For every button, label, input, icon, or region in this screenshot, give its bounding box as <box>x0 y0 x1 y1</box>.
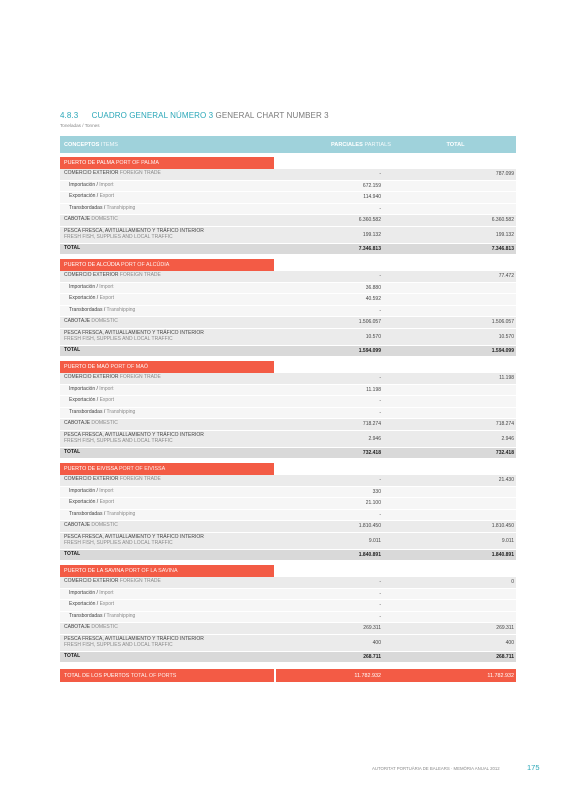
row-fresh-fish <box>60 431 516 448</box>
row-transhipping <box>60 408 516 420</box>
row-label-es: COMERCIO EXTERIOR <box>64 578 119 585</box>
row-export <box>60 498 516 510</box>
row-label-es: Transbordadas / <box>69 306 106 313</box>
port-title <box>60 259 274 271</box>
row-label-en: FOREIGN TRADE <box>119 578 161 585</box>
partial-value: 1.594.099 <box>358 347 381 354</box>
row-fresh-fish <box>60 635 516 652</box>
row-label <box>60 183 303 189</box>
port-name-es: PUERTO DE ALCÚDIA <box>64 262 120 268</box>
partial-value: 1.840.891 <box>358 551 381 558</box>
row-label <box>60 273 303 279</box>
row-export <box>60 192 516 204</box>
total-value: 718.274 <box>495 421 514 428</box>
row-label <box>60 171 303 177</box>
row-label-en: Export <box>99 499 115 506</box>
row-label-en: FOREIGN TRADE <box>119 374 161 381</box>
total-value: 77.472 <box>498 273 514 280</box>
header-partials-en: PARTIALS <box>364 141 391 148</box>
row-label <box>60 602 303 608</box>
port-title <box>60 157 274 169</box>
partial-value: 330 <box>372 488 381 495</box>
row-label <box>60 477 303 483</box>
port-name-en: PORT OF LA SAVINA <box>125 568 178 574</box>
row-label-en: Export <box>99 601 115 608</box>
row-total-label: TOTAL <box>64 448 81 455</box>
total-value: 1.810.450 <box>491 523 514 530</box>
row-label <box>60 500 303 506</box>
partial-value: 40.592 <box>365 296 381 303</box>
row-label-en: DOMESTIC <box>91 216 118 223</box>
row-label <box>60 217 303 223</box>
row-label <box>60 625 303 631</box>
row-total-label: TOTAL <box>64 244 81 251</box>
row-label <box>60 410 303 416</box>
row-label <box>60 421 303 427</box>
partial-value: 2.946 <box>368 435 381 442</box>
row-label-es: Importación / <box>69 589 98 596</box>
row-export <box>60 600 516 612</box>
row-label-es: Importación / <box>69 385 98 392</box>
row-label <box>60 387 303 393</box>
row-import <box>60 589 516 601</box>
row-label-en: DOMESTIC <box>91 420 118 427</box>
port-title <box>60 463 274 475</box>
row-label-es: Transbordadas / <box>69 408 106 415</box>
partial-value: 7.346.813 <box>358 245 381 252</box>
row-label-en: FRESH FISH, SUPPLIES AND LOCAL TRAFFIC <box>64 539 173 546</box>
row-export <box>60 294 516 306</box>
total-value: 1.594.099 <box>491 347 514 354</box>
row-fresh-fish <box>60 329 516 346</box>
section-title-es: CUADRO GENERAL NÚMERO 3 <box>91 111 214 120</box>
row-fresh-fish <box>60 533 516 550</box>
row-label-en: Import <box>99 181 114 188</box>
row-foreign-trade <box>60 169 516 181</box>
partial-value: - <box>379 307 381 314</box>
partial-value: 672.159 <box>362 182 381 189</box>
partial-value: 199.132 <box>362 231 381 238</box>
partial-value: - <box>379 398 381 405</box>
row-label <box>60 535 303 547</box>
row-label-en: Import <box>99 487 114 494</box>
row-domestic <box>60 215 516 227</box>
row-foreign-trade <box>60 577 516 589</box>
port-name-en: PORT OF EIVISSA <box>118 466 166 472</box>
footer-text: AUTORITAT PORTUÀRIA DE BALEARS · MEMÒRIA ANUAL 2012 <box>372 766 500 771</box>
row-foreign-trade <box>60 475 516 487</box>
partial-value: - <box>379 409 381 416</box>
row-label <box>60 206 303 212</box>
total-value: 1.840.891 <box>491 551 514 558</box>
row-label-en: DOMESTIC <box>91 318 118 325</box>
ports-container <box>60 157 516 663</box>
row-label-es: COMERCIO EXTERIOR <box>64 476 119 483</box>
row-label-es: Importación / <box>69 181 98 188</box>
units-label: Toneladas / Tonnes <box>60 123 100 128</box>
row-label <box>60 512 303 518</box>
row-label-en: Import <box>99 283 114 290</box>
row-label-en: Transhipping <box>106 612 136 619</box>
partial-value: 1.506.057 <box>358 319 381 326</box>
section-heading <box>60 111 520 120</box>
row-foreign-trade <box>60 271 516 283</box>
row-import <box>60 385 516 397</box>
table-header <box>60 136 516 153</box>
row-label-es: PESCA FRESCA, AVITUALLAMIENTO Y TRÁFICO INTERIOR <box>64 431 204 438</box>
partial-value: 718.274 <box>362 421 381 428</box>
row-label <box>60 331 303 343</box>
total-value: 400 <box>505 639 514 646</box>
total-value: 268.711 <box>496 653 514 660</box>
row-fresh-fish <box>60 227 516 244</box>
total-value: 21.430 <box>498 477 514 484</box>
row-label-en: FRESH FISH, SUPPLIES AND LOCAL TRAFFIC <box>64 437 173 444</box>
row-label-es: Exportación / <box>69 295 99 302</box>
total-value: 0 <box>511 579 514 586</box>
row-label-es: Exportación / <box>69 193 99 200</box>
row-total-label: TOTAL <box>64 652 81 659</box>
row-total <box>60 448 516 460</box>
partial-value: - <box>379 602 381 609</box>
partial-value: 6.360.582 <box>358 217 381 224</box>
row-label-es: CABOTAJE <box>64 216 91 223</box>
row-import <box>60 181 516 193</box>
total-value: 732.418 <box>495 449 514 456</box>
grand-total-row <box>60 669 516 682</box>
row-label-es: COMERCIO EXTERIOR <box>64 374 119 381</box>
port-title <box>60 361 274 373</box>
row-label-es: Importación / <box>69 283 98 290</box>
partial-value: - <box>379 273 381 280</box>
row-total-label: TOTAL <box>64 550 81 557</box>
row-import <box>60 283 516 295</box>
row-label-en: FRESH FISH, SUPPLIES AND LOCAL TRAFFIC <box>64 233 173 240</box>
row-label <box>60 319 303 325</box>
total-value: 10.570 <box>498 333 514 340</box>
partial-value: - <box>379 590 381 597</box>
row-transhipping <box>60 510 516 522</box>
row-label <box>60 579 303 585</box>
row-label <box>60 523 303 529</box>
grand-total-label-en: TOTAL OF PORTS <box>130 672 177 679</box>
partial-value: 11.198 <box>366 386 381 393</box>
port-name-es: PUERTO DE EIVISSA <box>64 466 118 472</box>
row-label <box>60 296 303 302</box>
port-name-en: PORT OF PALMA <box>115 160 159 166</box>
row-label-en: Import <box>99 589 114 596</box>
port-name-en: PORT OF MAÓ <box>110 364 149 370</box>
partial-value: 1.810.450 <box>358 523 381 530</box>
grand-total-partial: 11.782.932 <box>354 672 381 679</box>
row-label-es: PESCA FRESCA, AVITUALLAMIENTO Y TRÁFICO INTERIOR <box>64 635 204 642</box>
row-label-en: FOREIGN TRADE <box>119 170 161 177</box>
row-label-es: COMERCIO EXTERIOR <box>64 272 119 279</box>
partial-value: 400 <box>372 639 381 646</box>
partial-value: 10.570 <box>365 333 381 340</box>
partial-value: - <box>379 613 381 620</box>
row-label-es: CABOTAJE <box>64 420 91 427</box>
row-label <box>60 489 303 495</box>
total-value: 269.311 <box>496 625 514 632</box>
row-label <box>60 614 303 620</box>
row-label <box>60 285 303 291</box>
row-label <box>60 229 303 241</box>
row-foreign-trade <box>60 373 516 385</box>
row-label-es: PESCA FRESCA, AVITUALLAMIENTO Y TRÁFICO INTERIOR <box>64 329 204 336</box>
row-total <box>60 244 516 256</box>
row-total <box>60 652 516 664</box>
row-label-en: Export <box>99 193 115 200</box>
row-label <box>60 591 303 597</box>
row-transhipping <box>60 204 516 216</box>
partial-value: - <box>379 375 381 382</box>
row-label-es: Exportación / <box>69 397 99 404</box>
row-export <box>60 396 516 408</box>
row-label <box>60 194 303 200</box>
total-value: 1.506.057 <box>491 319 514 326</box>
partial-value: 269.311 <box>363 625 381 632</box>
row-label-es: Importación / <box>69 487 98 494</box>
row-label-en: Import <box>99 385 114 392</box>
row-label <box>60 398 303 404</box>
partial-value: - <box>379 205 381 212</box>
port-name-en: PORT OF ALCÚDIA <box>121 262 170 268</box>
partial-value: - <box>379 511 381 518</box>
row-label-en: Transhipping <box>106 408 136 415</box>
section-title-en: GENERAL CHART NUMBER 3 <box>215 111 329 120</box>
port-name-es: PUERTO DE PALMA <box>64 160 115 166</box>
row-label-en: Export <box>99 295 115 302</box>
header-items-en: ITEMS <box>100 141 118 148</box>
row-label-es: Transbordadas / <box>69 612 106 619</box>
row-label <box>60 433 303 445</box>
section-number: 4.8.3 <box>60 111 79 120</box>
row-label <box>60 637 303 649</box>
partial-value: 9.011 <box>368 537 381 544</box>
total-value: 9.011 <box>501 537 514 544</box>
port-name-es: PUERTO DE MAÓ <box>64 364 110 370</box>
row-label-es: CABOTAJE <box>64 318 91 325</box>
row-domestic <box>60 317 516 329</box>
header-partials <box>303 142 395 148</box>
general-chart-table <box>60 136 516 682</box>
row-label-es: COMERCIO EXTERIOR <box>64 170 119 177</box>
row-label-en: FOREIGN TRADE <box>119 476 161 483</box>
total-value: 6.360.582 <box>491 217 514 224</box>
row-label-en: FRESH FISH, SUPPLIES AND LOCAL TRAFFIC <box>64 641 173 648</box>
row-total-label: TOTAL <box>64 346 81 353</box>
row-label-en: FOREIGN TRADE <box>119 272 161 279</box>
partial-value: - <box>379 477 381 484</box>
row-label-en: Transhipping <box>106 306 136 313</box>
row-label-en: Export <box>99 397 115 404</box>
row-label-es: CABOTAJE <box>64 522 91 529</box>
row-label-en: Transhipping <box>106 204 136 211</box>
total-value: 11.198 <box>499 375 514 382</box>
port-name-es: PUERTO DE LA SAVINA <box>64 568 124 574</box>
port-title <box>60 565 274 577</box>
row-total <box>60 346 516 358</box>
header-items-es: CONCEPTOS <box>64 141 100 148</box>
header-total: TOTAL <box>446 141 465 148</box>
row-total <box>60 550 516 562</box>
row-label-es: CABOTAJE <box>64 624 91 631</box>
row-label-es: Transbordadas / <box>69 204 106 211</box>
partial-value: 268.711 <box>363 653 381 660</box>
partial-value: - <box>379 579 381 586</box>
partial-value: 36.880 <box>365 284 381 291</box>
row-label-en: Transhipping <box>106 510 136 517</box>
row-label-es: PESCA FRESCA, AVITUALLAMIENTO Y TRÁFICO INTERIOR <box>64 533 204 540</box>
row-label-en: DOMESTIC <box>91 522 118 529</box>
row-label-es: PESCA FRESCA, AVITUALLAMIENTO Y TRÁFICO INTERIOR <box>64 227 204 234</box>
grand-total-total: 11.782.932 <box>487 672 514 679</box>
row-transhipping <box>60 612 516 624</box>
row-label-en: DOMESTIC <box>91 624 118 631</box>
row-transhipping <box>60 306 516 318</box>
total-value: 2.946 <box>501 435 514 442</box>
row-domestic <box>60 521 516 533</box>
partial-value: - <box>379 171 381 178</box>
total-value: 787.099 <box>495 171 514 178</box>
grand-total-label-es: TOTAL DE LOS PUERTOS <box>64 672 130 679</box>
grand-total-label <box>60 673 274 679</box>
row-domestic <box>60 623 516 635</box>
header-items <box>60 142 303 148</box>
total-value: 199.132 <box>495 231 514 238</box>
row-label-es: Exportación / <box>69 499 99 506</box>
row-label-es: Exportación / <box>69 601 99 608</box>
total-value: 7.346.813 <box>491 245 514 252</box>
row-label-es: Transbordadas / <box>69 510 106 517</box>
row-label <box>60 308 303 314</box>
header-partials-es: PARCIALES <box>330 141 363 148</box>
page-number: 175 <box>527 763 540 772</box>
row-domestic <box>60 419 516 431</box>
partial-value: 21.100 <box>365 500 381 507</box>
row-label <box>60 375 303 381</box>
partial-value: 732.418 <box>362 449 381 456</box>
row-label-en: FRESH FISH, SUPPLIES AND LOCAL TRAFFIC <box>64 335 173 342</box>
partial-value: 114.940 <box>363 194 381 201</box>
row-import <box>60 487 516 499</box>
